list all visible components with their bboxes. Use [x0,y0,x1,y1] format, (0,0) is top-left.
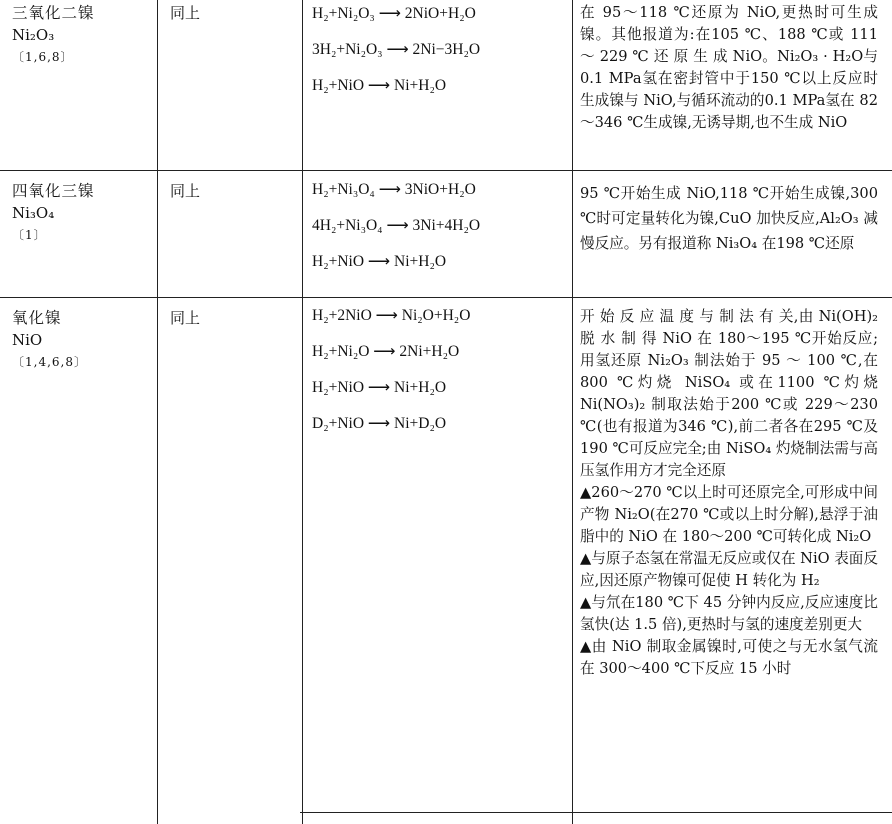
row-rule [0,297,892,298]
equation: H₂+Ni₂O ⟶ 2Ni+H₂O [312,343,460,360]
compound-name: 三氧化二镍 [12,4,95,22]
note-paragraph: ▲与原子态氢在常温无反应或仅在 NiO 表面反应,因还原产物镍可促使 H 转化为 H₂ [580,550,878,589]
compound-name-cell [12,307,147,373]
equation-cell [312,304,570,448]
compound-name-cell [12,180,147,246]
compound-name-cell [12,2,147,68]
equation-cell [312,2,570,110]
compound-name: 氧化镍 [12,309,62,327]
equation: H₂+Ni₃O₄ ⟶ 3NiO+H₂O [312,181,476,198]
reference: 〔1,4,6,8〕 [12,355,87,369]
column-rule [157,0,158,824]
note-paragraph: ▲由 NiO 制取金属镍时,可使之与无水氢气流在 300～400 ℃下反应 15 小时 [580,638,878,677]
equation: 4H₂+Ni₃O₄ ⟶ 3Ni+4H₂O [312,217,481,234]
column-rule [572,0,573,824]
equation: H₂+NiO ⟶ Ni+H₂O [312,77,447,94]
note-paragraph: 开 始 反 应 温 度 与 制 法 有 关,由 Ni(OH)₂ 脱 水 制 得 NiO 在 180～195 ℃开始反应;用氢还原 Ni₂O₃ 制法始于 95 ～ 100 ℃,在 800 ℃灼烧 NiSO₄ 或在1100 ℃灼烧 Ni(NO₃)₂ 制取法始于200 ℃或 229～230 ℃(也有报道为346 ℃),前二者各在295 ℃及 190 ℃可反应完全;由 NiSO₄ 灼烧制法需与高压氢作用方才完全还原 [580,308,878,479]
equation: 3H₂+Ni₂O₃ ⟶ 2Ni−3H₂O [312,41,481,58]
note-cell [580,2,878,134]
note-paragraph: 95 ℃开始生成 NiO,118 ℃开始生成镍,300 ℃时可定量转化为镍,CuO 加快反应,Al₂O₃ 减慢反应。另有报道称 Ni₃O₄ 在198 ℃还原 [580,185,878,252]
equation: H₂+NiO ⟶ Ni+H₂O [312,379,447,396]
note-cell [580,306,878,680]
note-paragraph: ▲260～270 ℃以上时可还原完全,可形成中间产物 Ni₂O(在270 ℃或以上时分解),悬浮于油脂中的 NiO 在 180～200 ℃可转化成 Ni₂O [580,484,878,545]
compound-name: 四氧化三镍 [12,182,95,200]
equation: D₂+NiO ⟶ Ni+D₂O [312,415,447,432]
condition-cell: 同上 [170,182,201,200]
row-rule [300,812,892,813]
compound-formula: Ni₂O₃ [12,26,55,44]
equation: H₂+Ni₂O₃ ⟶ 2NiO+H₂O [312,5,476,22]
reference: 〔1〕 [12,228,47,242]
reference: 〔1,6,8〕 [12,50,74,64]
column-rule [302,0,303,824]
compound-formula: Ni₃O₄ [12,204,55,222]
equation: H₂+NiO ⟶ Ni+H₂O [312,253,447,270]
compound-formula: NiO [12,331,43,349]
condition-cell: 同上 [170,309,201,327]
note-paragraph: 在 95～118 ℃还原为 NiO,更热时可生成镍。其他报道为:在105 ℃、188 ℃或 111 ～ 229 ℃ 还 原 生 成 NiO。Ni₂O₃ · H₂O与0.1 MPa氢在密封管中于150 ℃以上反应时生成镍与 NiO,与循环流动的0.1 MPa氢在 82～346 ℃生成镍,无诱导期,也不生成 NiO [580,4,878,131]
row-rule [0,170,892,171]
condition-cell: 同上 [170,4,201,22]
note-cell [580,181,878,256]
equation: H₂+2NiO ⟶ Ni₂O+H₂O [312,307,471,324]
equation-cell [312,178,570,286]
note-paragraph: ▲与氘在180 ℃下 45 分钟内反应,反应速度比氢快(达 1.5 倍),更热时与氢的速度差别更大 [580,594,878,633]
